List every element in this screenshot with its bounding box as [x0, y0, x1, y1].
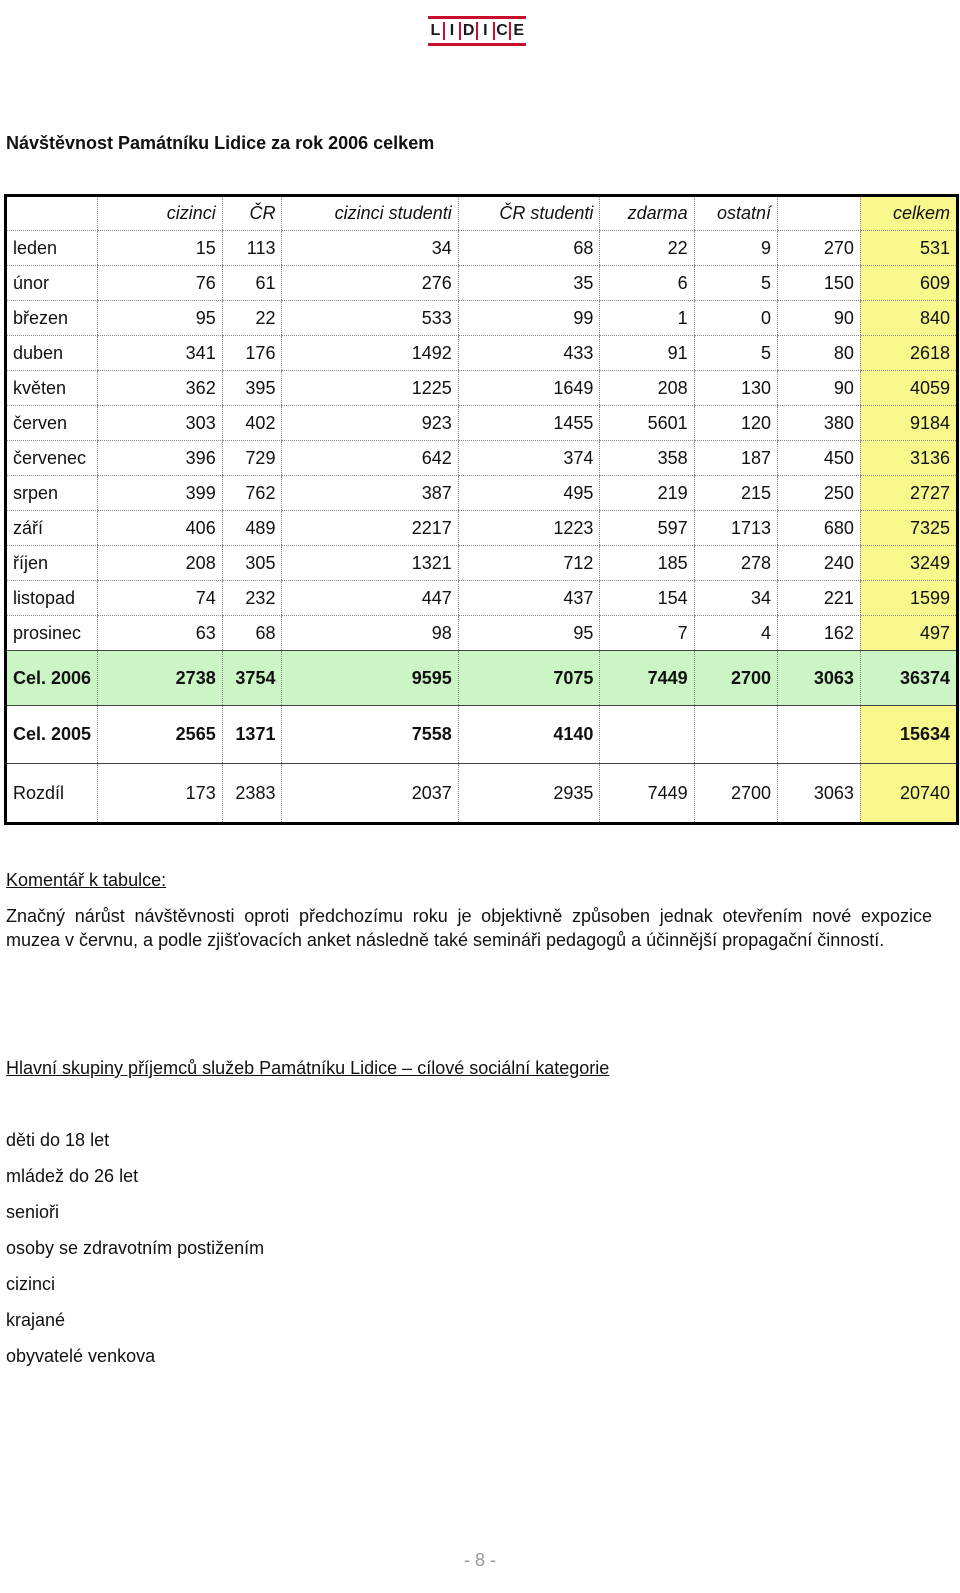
row-total-cell: 3249: [860, 546, 957, 581]
row-total-cell: 840: [860, 301, 957, 336]
month-row: [6, 616, 958, 651]
row-total-cell: 497: [860, 616, 957, 651]
table-cell: 7558: [282, 706, 458, 764]
table-cell: 303: [98, 406, 223, 441]
table-cell: 762: [222, 476, 282, 511]
table-cell: 90: [778, 301, 861, 336]
table-cell: 380: [778, 406, 861, 441]
column-header: cizinci studenti: [282, 196, 458, 231]
month-row: [6, 266, 958, 301]
table-cell: 113: [222, 231, 282, 266]
row-total-cell: 2618: [860, 336, 957, 371]
list-item: osoby se zdravotním postižením: [6, 1238, 265, 1258]
table-cell: 176: [222, 336, 282, 371]
table-cell: 447: [282, 581, 458, 616]
table-cell: 4140: [458, 706, 600, 764]
table-cell: 642: [282, 441, 458, 476]
column-header: [6, 196, 98, 231]
table-cell: 0: [694, 301, 777, 336]
column-header: ČR: [222, 196, 282, 231]
row-label: listopad: [6, 581, 98, 616]
table-cell: 437: [458, 581, 600, 616]
table-cell: 2935: [458, 764, 600, 824]
list-item: mládež do 26 let: [6, 1166, 139, 1186]
row-total-cell: 609: [860, 266, 957, 301]
page-number: - 8 -: [463, 1550, 496, 1570]
month-row: [6, 406, 958, 441]
table-cell: 76: [98, 266, 223, 301]
table-cell: 63: [98, 616, 223, 651]
table-cell: 208: [600, 371, 694, 406]
total-2005-row: [6, 706, 958, 764]
table-cell: 162: [778, 616, 861, 651]
row-label: prosinec: [6, 616, 98, 651]
table-cell: 7: [600, 616, 694, 651]
table-cell: 80: [778, 336, 861, 371]
column-header: zdarma: [600, 196, 694, 231]
table-cell: 276: [282, 266, 458, 301]
table-cell: 533: [282, 301, 458, 336]
summary-rows: [6, 651, 958, 824]
table-cell: 173: [98, 764, 223, 824]
table-cell: 34: [694, 581, 777, 616]
column-header: cizinci: [98, 196, 223, 231]
column-header: celkem: [860, 196, 957, 231]
list-item: obyvatelé venkova: [6, 1346, 156, 1366]
table-cell: 399: [98, 476, 223, 511]
table-cell: 2738: [98, 651, 223, 706]
list-item: děti do 18 let: [6, 1130, 110, 1150]
table-cell: 396: [98, 441, 223, 476]
lidice-logo: [428, 16, 526, 46]
month-row: [6, 336, 958, 371]
comment-text: Značný nárůst návštěvnosti oproti předchozímu roku je objektivně způsoben jednak otevřením nové expozice muzea v červnu, a podle zjišťovacích anket následně také semináři pedagogů a účinnější propagační činností.: [6, 906, 932, 950]
row-label: leden: [6, 231, 98, 266]
table-cell: 387: [282, 476, 458, 511]
table-cell: 4: [694, 616, 777, 651]
table-cell: 74: [98, 581, 223, 616]
table-cell: [600, 706, 694, 764]
table-cell: 5: [694, 266, 777, 301]
table-cell: 95: [98, 301, 223, 336]
table-cell: 22: [600, 231, 694, 266]
table-cell: 358: [600, 441, 694, 476]
table-cell: 68: [458, 231, 600, 266]
row-label: červenec: [6, 441, 98, 476]
logo-letter: D: [459, 22, 476, 40]
logo-bottom-bar: [428, 43, 526, 46]
table-cell: 729: [222, 441, 282, 476]
row-label: Cel. 2006: [6, 651, 98, 706]
table-cell: 2037: [282, 764, 458, 824]
table-cell: 1455: [458, 406, 600, 441]
table-cell: 406: [98, 511, 223, 546]
column-header: [778, 196, 861, 231]
table-cell: 2383: [222, 764, 282, 824]
logo-letter: I: [476, 22, 493, 40]
table-cell: 219: [600, 476, 694, 511]
total-2006-row: [6, 651, 958, 706]
table-cell: 923: [282, 406, 458, 441]
column-header: ostatní: [694, 196, 777, 231]
table-cell: 712: [458, 546, 600, 581]
list-item: senioři: [6, 1202, 60, 1222]
table-cell: 2700: [694, 764, 777, 824]
table-cell: 187: [694, 441, 777, 476]
row-label: Rozdíl: [13, 782, 65, 803]
table-cell: 208: [98, 546, 223, 581]
row-label: březen: [6, 301, 98, 336]
table-cell: 374: [458, 441, 600, 476]
row-label: květen: [6, 371, 98, 406]
row-label: červen: [6, 406, 98, 441]
table-cell: 305: [222, 546, 282, 581]
table-cell: 495: [458, 476, 600, 511]
table-cell: 2217: [282, 511, 458, 546]
table-cell: 215: [694, 476, 777, 511]
table-cell: 34: [282, 231, 458, 266]
visitor-stats-table: [4, 194, 959, 825]
month-row: [6, 511, 958, 546]
row-label: srpen: [6, 476, 98, 511]
column-header: ČR studenti: [458, 196, 600, 231]
row-label: říjen: [6, 546, 98, 581]
table-cell: 5: [694, 336, 777, 371]
table-cell: 185: [600, 546, 694, 581]
row-total-cell: 4059: [860, 371, 957, 406]
table-cell: 232: [222, 581, 282, 616]
table-cell: 1321: [282, 546, 458, 581]
logo-letter: E: [509, 22, 526, 40]
table-cell: 15: [98, 231, 223, 266]
table-cell: 1713: [694, 511, 777, 546]
logo-letter: C: [493, 22, 510, 40]
month-rows: [6, 231, 958, 651]
table-cell: 250: [778, 476, 861, 511]
table-cell: 3063: [778, 764, 861, 824]
logo-lettering: [428, 22, 526, 40]
page-title: Návštěvnost Památníku Lidice za rok 2006 celkem: [6, 133, 435, 153]
month-row: [6, 371, 958, 406]
groups-list: [6, 1128, 264, 1380]
table-cell: 9: [694, 231, 777, 266]
table-cell: 597: [600, 511, 694, 546]
table-cell: 433: [458, 336, 600, 371]
comment-heading: Komentář k tabulce:: [6, 870, 167, 890]
table-cell: 270: [778, 231, 861, 266]
table-cell: 1225: [282, 371, 458, 406]
logo-letter: I: [443, 22, 460, 40]
table-cell: 2565: [98, 706, 223, 764]
row-label: únor: [6, 266, 98, 301]
row-label: duben: [6, 336, 98, 371]
table-cell: 7075: [458, 651, 600, 706]
table-cell: 91: [600, 336, 694, 371]
table-cell: 221: [778, 581, 861, 616]
table-cell: 150: [778, 266, 861, 301]
row-total-cell: 2727: [860, 476, 957, 511]
table-cell: [778, 706, 861, 764]
row-total-cell: 531: [860, 231, 957, 266]
row-total-cell: 3136: [860, 441, 957, 476]
table-cell: 1371: [222, 706, 282, 764]
month-row: [6, 546, 958, 581]
table-cell: 240: [778, 546, 861, 581]
table-cell: 1: [600, 301, 694, 336]
table-cell: 120: [694, 406, 777, 441]
table-cell: 5601: [600, 406, 694, 441]
table-cell: 90: [778, 371, 861, 406]
table-header-row: [6, 196, 958, 231]
table-cell: 9595: [282, 651, 458, 706]
table-cell: 402: [222, 406, 282, 441]
list-item: cizinci: [6, 1274, 56, 1294]
table-cell: 68: [222, 616, 282, 651]
row-label: Cel. 2005: [6, 706, 98, 764]
month-row: [6, 301, 958, 336]
table-cell: 395: [222, 371, 282, 406]
row-total-cell: 1599: [860, 581, 957, 616]
groups-heading: Hlavní skupiny příjemců služeb Památníku Lidice – cílové sociální kategorie: [6, 1058, 610, 1078]
table-cell: 450: [778, 441, 861, 476]
table-cell: 154: [600, 581, 694, 616]
table-cell: 35: [458, 266, 600, 301]
month-row: [6, 476, 958, 511]
table-cell: 278: [694, 546, 777, 581]
table-cell: 2700: [694, 651, 777, 706]
table-cell: [694, 706, 777, 764]
table-cell: 130: [694, 371, 777, 406]
table-cell: 3754: [222, 651, 282, 706]
table-cell: 7449: [600, 764, 694, 824]
logo-letter: L: [430, 22, 441, 39]
list-item: krajané: [6, 1310, 66, 1330]
table-cell: 1223: [458, 511, 600, 546]
table-cell: 22: [222, 301, 282, 336]
row-total-cell: 20740: [860, 764, 957, 824]
table-cell: 95: [458, 616, 600, 651]
table-cell: 3063: [778, 651, 861, 706]
difference-row: [6, 764, 958, 824]
row-total-cell: 9184: [860, 406, 957, 441]
table-cell: 680: [778, 511, 861, 546]
month-row: [6, 231, 958, 266]
month-row: [6, 581, 958, 616]
table-cell: 61: [222, 266, 282, 301]
table-cell: 98: [282, 616, 458, 651]
row-total-cell: 15634: [860, 706, 957, 764]
table-cell: 99: [458, 301, 600, 336]
month-row: [6, 441, 958, 476]
row-total-cell: 36374: [860, 651, 957, 706]
table-cell: 1649: [458, 371, 600, 406]
table-cell: 7449: [600, 651, 694, 706]
table-cell: 341: [98, 336, 223, 371]
row-label: září: [6, 511, 98, 546]
row-total-cell: 7325: [860, 511, 957, 546]
table-cell: 1492: [282, 336, 458, 371]
table-cell: 362: [98, 371, 223, 406]
table-cell: 6: [600, 266, 694, 301]
table-cell: 489: [222, 511, 282, 546]
logo-top-bar: [428, 16, 526, 19]
